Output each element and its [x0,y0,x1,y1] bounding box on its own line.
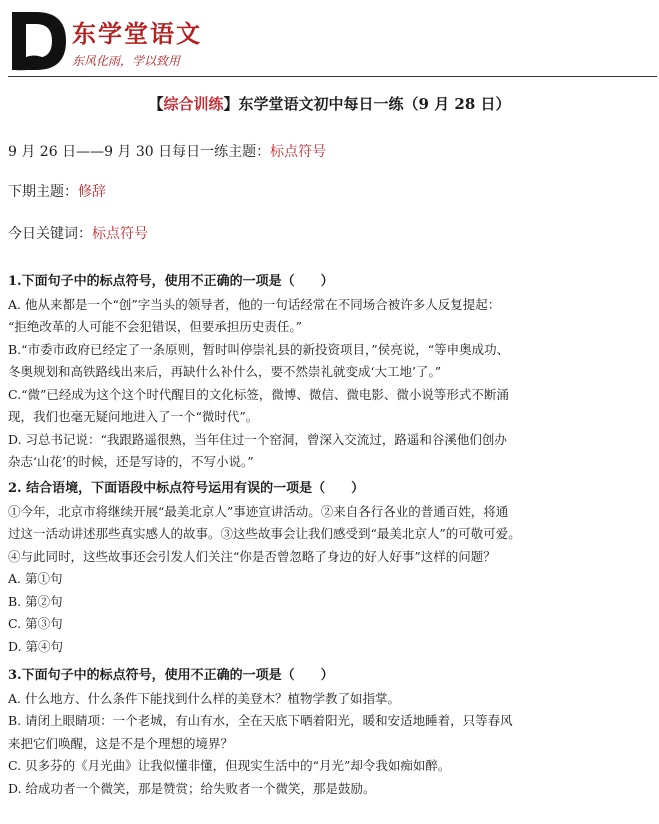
question-line: B.“市委市政府已经定了一条原则，暂时叫停崇礼县的新投资项目，”侯亮说，“等申奥成功、 [8,341,510,357]
question-line: “拒绝改革的人可能不会犯错误，但要承担历史责任。” [8,319,303,334]
question-line: D. 习总书记说：“我跟路遥很熟，当年住过一个窑洞，曾深入交流过，路遥和谷溪他们创办 [8,431,507,447]
next-theme-value: 修辞 [78,184,106,200]
today-keyword-label: 今日关键词： [8,226,92,242]
title-open-bracket: 【 [148,95,164,113]
theme-period-value: 标点符号 [270,144,327,160]
question-line: 杂志‘山花’的时候，还是写诗的，不写小说。” [8,454,254,469]
title-close-bracket: 】 [223,95,239,113]
question-line: 现，我们也毫无疑问地进入了一个“微时代”。 [8,409,259,424]
page-title [0,93,659,114]
question-3 [8,665,653,800]
question-line: 冬奥规划和高铁路线出来后，再缺什么补什么，要不然崇礼就变成‘大工地’了。” [8,364,442,379]
question-title: 2. 结合语境，下面语段中标点符号运用有误的一项是（ ） [8,481,365,496]
question-line: A. 什么地方、什么条件下能找到什么样的美登木？植物学教了如指掌。 [8,690,400,706]
question-line: ④与此同时，这些故事还会引发人们关注“你是否曾忽略了身边的好人好事”这样的问题？ [8,548,496,564]
brand-logo-icon [8,8,70,74]
header-divider [8,76,657,77]
question-line: B. 请闭上眼睛项：一个老城，有山有水，全在天底下晒着阳光，暖和安适地睡着，只等春风 [8,713,513,728]
today-keyword [8,223,148,243]
question-line: 过这一活动讲述那些真实感人的故事。③这些故事会让我们感受到“最美北京人”的可敬可爱。 [8,526,521,541]
option-d: D. 第④句 [8,638,64,654]
brand-name: 东学堂语文 [72,20,202,48]
question-title: 3.下面句子中的标点符号，使用不正确的一项是（ ） [8,668,334,683]
option-c: C. 第③句 [8,616,63,631]
question-line: A. 他从来都是一个“创”字当头的领导者，他的一句话经常在不同场合被许多人反复提起： [8,296,501,312]
next-theme [8,181,106,201]
next-theme-label: 下期主题： [8,184,78,200]
question-1 [8,271,653,474]
brand-slogan: 东风化雨，学以致用 [72,54,181,68]
title-text: 东学堂语文初中每日一练（9 月 28 日） [238,95,511,113]
question-line: ①今年，北京市将继续开展“最美北京人”事迹宣讲活动。②来自各行各业的普通百姓，将通 [8,503,509,519]
theme-period-label: 9 月 26 日——9 月 30 日每日一练主题： [8,144,271,160]
question-line: C.“微”已经成为这个这个时代醒目的文化标签，微博、微信、微电影、微小说等形式不断涌 [8,386,509,402]
question-2 [8,478,653,658]
option-a: A. 第①句 [8,571,63,586]
page-header [0,0,659,80]
today-keyword-value: 标点符号 [92,226,148,242]
question-line: D. 给成功者一个微笑，那是赞赏；给失败者一个微笑，那是鼓励。 [8,780,376,796]
title-tag: 综合训练 [163,95,224,113]
question-line: 来把它们唤醒，这是不是个理想的境界？ [8,735,234,751]
option-b: B. 第②句 [8,593,63,609]
question-title: 1.下面句子中的标点符号，使用不正确的一项是（ ） [8,274,334,289]
theme-period [8,141,326,161]
question-line: C. 贝多芬的《月光曲》让我似懂非懂，但现实生活中的“月光”却令我如痴如醉。 [8,758,451,773]
